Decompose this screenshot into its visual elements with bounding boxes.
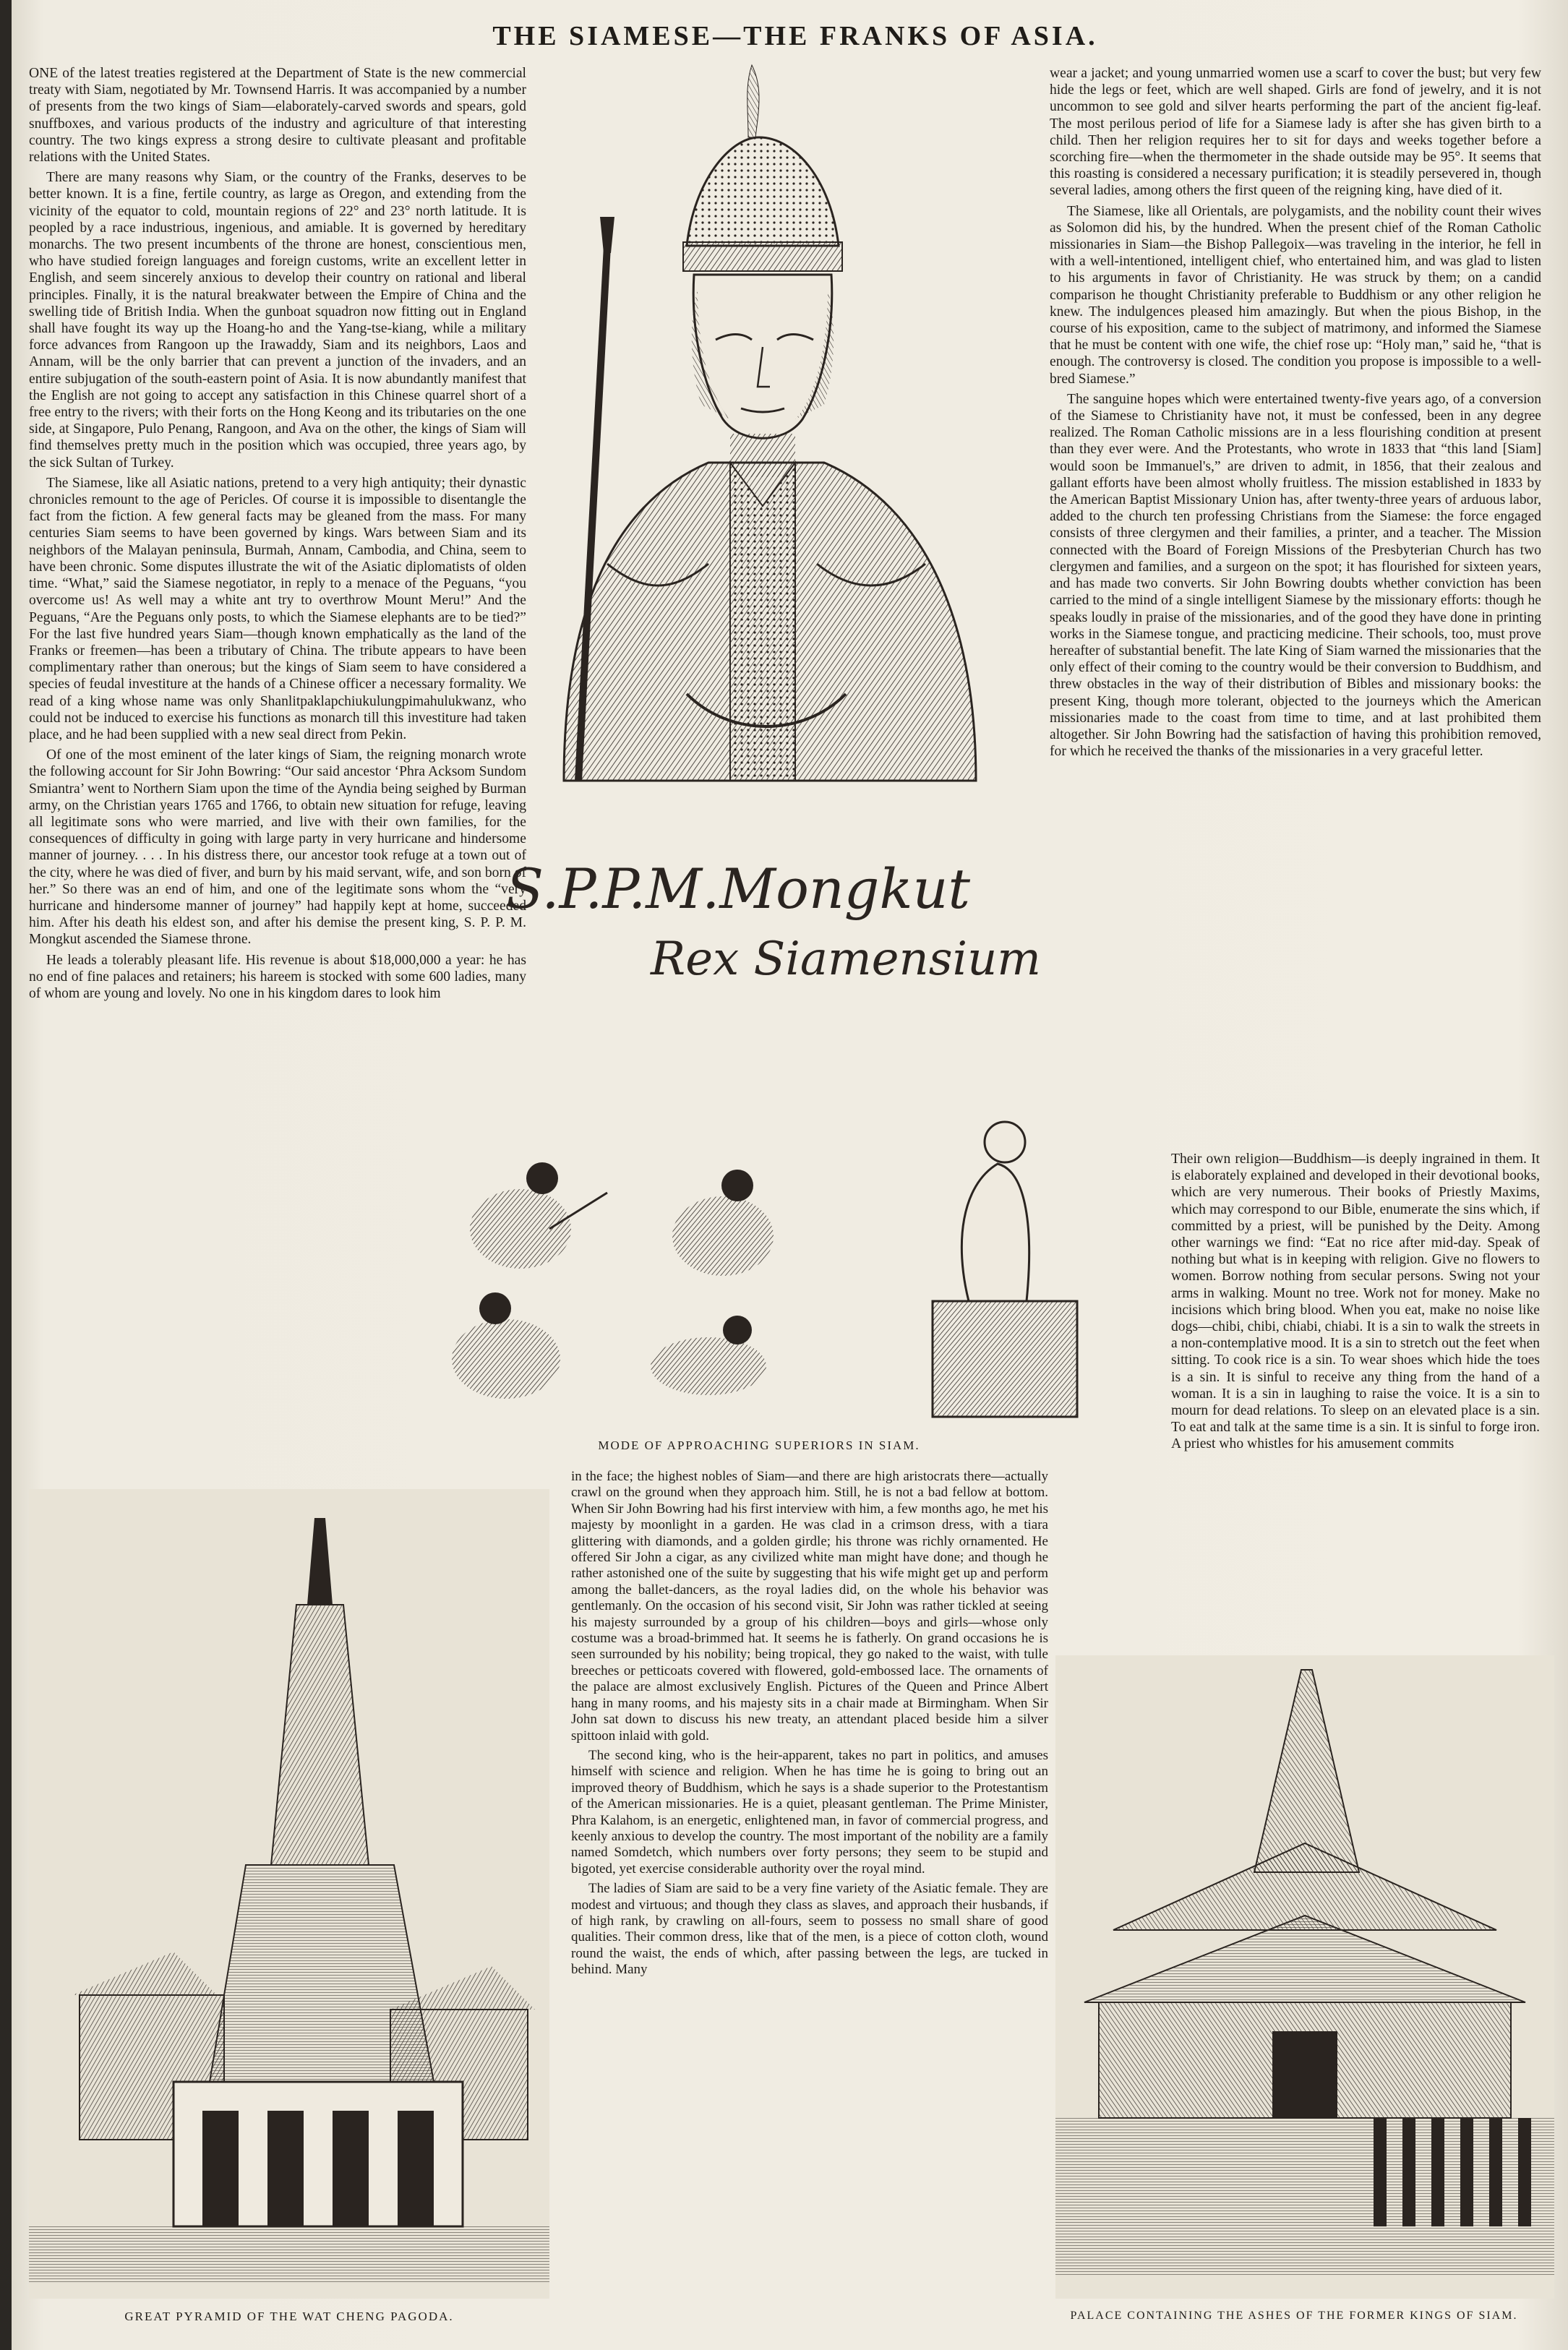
article-paragraph: Their own religion—Buddhism—is deeply ingrained in them. It is elaborately explained and developed in their devotional books, which are very numerous. Their books of Priestly Maxims, which may correspond to our Bible, enumerate the sins which, if committed by a priest, will be punished by the Deity. Among other warnings we find: “Eat no rice after mid-day. Speak of nothing but what is in keeping with religion. Give no flowers to women. Borrow nothing from secular persons. Swing not your arms in walking. Mount no tree. Work not for money. Make no incisions which bring blood. When you eat, make no noise like dogs—chibi, chibi, chiabi, chiabi. It is a sin to walk the streets in a non-contemplative mood. It is a sin to stretch out the feet when sitting. To cook rice is a sin. To wear shoes which hide the toes is a sin. It is sinful to receive any thing from the hand of a woman. It is a sin in laughing to raise the voice. It is a sin to mourn for dead relations. To sleep on an elevated place is a sin. To eat and talk at the same time is a sin. It is sinful to forge iron. A priest who whistles for his amusement commits	[1171, 1152, 1540, 1452]
article-paragraph: The Siamese, like all Asiatic nations, pretend to a very high antiquity; their dynastic chronicles remount to the age of Pericles. Of course it is impossible to disentangle the fact from the fiction. A few general facts may be gleaned from the mass. For many centuries Siam seems to have been governed by kings. Wars between Siam and its neighbors of the Malayan peninsula, Burmah, Annam, Cambodia, and China, seem to have been chronic. Some disputes illustrate the wit of the Asiatic diplomatists of olden time. “What,” said the Siamese negotiator, in reply to a menace of the Peguans, “you overcome us! As well may a white ant try to overthrow Mount Meru!” And the Peguans, “Are the Peguans only posts, to which the Siamese elephants are to be tied?” For the last five hundred years Siam—though known emphatically as the land of the Franks or freemen—has been a tributary of China. The tribute appears to have been complimentary rather than onerous; but the kings of Siam seem to have considered a species of feudal investiture at the hands of a Chinese officer a necessary formality. We read of a king whose name was only Shanlitpaklapchiukulungpimahulukwanz, who could not be induced to exercise his functions as monarch till this investiture had taken place, and he had been supplied with a new seal direct from Pekin.	[29, 475, 526, 742]
approaching-superiors-illustration	[376, 1084, 1121, 1431]
article-paragraph: There are many reasons why Siam, or the country of the Franks, deserves to be better known. It is a fine, fertile country, as large as Oregon, and extending from the vicinity of the equator to cold, mountain regions of 22° and 23° north latitude. It is peopled by a race industrious, ingenious, and amiable. It is governed by hereditary monarchs. The two present incumbents of the throne are honest, conscientious men, who have studied foreign languages and foreign customs, write an excellent letter in English, and seem sincerely anxious to develop their country on rational and liberal principles. Finally, it is the natural breakwater between the Empire of China and the swelling tide of British India. When the gunboat squadron now fitting out in England shall have fought its way up the Hoang-ho and the Yang-tse-kiang, while a military force advances from Rangoon up the Irawaddy, Siam and its neighbors, Laos and Annam, will be the only barrier that can prevent a junction of the invaders, and an entire subjugation of the south-eastern point of Asia. It is now abundantly manifest that the English are not going to accept any satisfaction in this Chinese quarrel short of a free entry to the rivers; with their forts on the Hong Keong and its tributaries on the one side, at Singapore, Pulo Penang, Rangoon, and Ava on the other, the kings of Siam will find themselves pretty much in the position which was occupied, three years ago, by the sick Sultan of Turkey.	[29, 170, 526, 471]
king-portrait-illustration	[499, 58, 1041, 839]
royal-signature-line1: S.P.P.M.Mongkut	[506, 857, 970, 921]
article-paragraph: The Siamese, like all Orientals, are polygamists, and the nobility count their wives as Solomon did his, by the hundred. When the present chief of the Roman Catholic missionaries in Siam—the Bishop Pallegoix—was traveling in the interior, he fell in with a well-intentioned, intelligent chief, who entertained him, and was glad to listen to his arguments in favor of Christianity. He was struck by them; on a candid comparison he thought Christianity preferable to Buddhism or any other religion he knew. The indulgences pleased him amazingly. But when the pious Bishop, in the course of his exposition, came to the subject of matrimony, and informed the Siamese that he must be content with one wife, the chief rose up: “Holy man,” said he, “that is enough. The controversy is closed. The condition you propose is impossible to a well-bred Siamese.”	[1050, 203, 1541, 387]
article-column-center	[571, 1469, 1048, 2336]
royal-signature-line2: Rex Siamensium	[651, 932, 1041, 986]
caption-superiors: MODE OF APPROACHING SUPERIORS IN SIAM.	[598, 1438, 920, 1452]
palace-engraving	[1055, 1655, 1554, 2299]
palace-illustration	[1055, 1655, 1554, 2299]
article-paragraph: wear a jacket; and young unmarried women use a scarf to cover the bust; but very few hide the legs or feet, which are well shaped. Girls are fond of jewelry, and it is not uncommon to see gold and silver hearts performing the part of the ancient fig-leaf. The most perilous period of life for a Siamese lady is after she has given birth to a child. Then her religion requires her to sit for days and weeks together before a scorching fire—when the thermometer in the shade outside may be 95°. It seems that this roasting is considered a necessary purification; it is steadily persevered in, though several ladies, among others the first queen of the reigning king, have died of it.	[1050, 66, 1541, 199]
article-paragraph: ONE of the latest treaties registered at the Department of State is the new commercial treaty with Siam, negotiated by Mr. Townsend Harris. It was accompanied by a number of presents from the two kings of Siam—elaborately-carved swords and spears, gold snuffboxes, and various products of the industry and agriculture of that interesting country. The two kings express a strong desire to cultivate pleasant and profitable relations with the United States.	[29, 66, 526, 166]
article-paragraph: The sanguine hopes which were entertained twenty-five years ago, of a conversion of the Siamese to Christianity have not, it must be confessed, been in any degree realized. The Roman Catholic missions are in a less flourishing condition at present than they ever were. And the Protestants, who wrote in 1833 that “this land [Siam] would soon be Immanuel's,” are driven to admit, in 1856, that their zealous and gallant efforts have been almost wholly fruitless. The mission established in 1833 by the American Baptist Missionary Union has, after twenty-three years of arduous labor, added to the church ten professing Christians from the Siamese: the force engaged consists of three clergymen and their families, a printer, and a teacher. The Mission connected with the Board of Foreign Missions of the Presbyterian Church has two clergymen and families, and a surgeon on the spot; it has flourished for sixteen years, and has made two converts. Sir John Bowring doubts whether conviction has been carried to the mind of a single intelligent Siamese by the missionary efforts: though he speaks loudly in praise of the missionaries, and of the good they have done in printing works in the Siamese tongue, and practicing medicine. Their schools, too, must prove hereafter of substantial benefit. The late King of Siam warned the missionaries that the only effect of their coming to the country would be their conversion to Buddhism, and threw obstacles in the way of their distribution of Bibles and missionary books: the present King, though more tolerant, objected to the journeys which the American missionaries made to the coast from time to time, and at last prohibited them altogether. Sir John Bowring had the satisfaction of having this prohibition removed, for which he received the thanks of the missionaries in a very graceful letter.	[1050, 391, 1541, 760]
article-paragraph: The second king, who is the heir-apparent, takes no part in politics, and amuses himself with science and religion. When he has time he is going to bring out an improved theory of Buddhism, which he says is a shade superior to the Protestantism of the American missionaries. He is a quiet, pleasant gentleman. The Prime Minister, Phra Kalahom, is an energetic, enlightened man, in favor of commercial progress, and keenly anxious to develop the country. The most important of the nobility are a family named Somdetch, which numbers over forty persons; they seem to be stupid and bigoted, yet exercise considerable authority over the royal mind.	[571, 1747, 1048, 1877]
article-paragraph: He leads a tolerably pleasant life. His revenue is about $18,000,000 a year: he has no end of fine palaces and retainers; his hareem is stocked with some 600 ladies, many of whom are young and lovely. No one in his kingdom dares to look him	[29, 952, 526, 1001]
article-paragraph: Of one of the most eminent of the later kings of Siam, the reigning monarch wrote the following account for Sir John Bowring: “Our said ancestor ‘Phra Acksom Sundom Smiantra’ went to Northern Siam upon the time of the Ayndia being seighed by Burman army, on the Christian years 1765 and 1766, to obtain new situation for refuge, leaving all legitimate sons who were married, and live with their own families, for the consequences of difficulty in going with large party in very hurricane and hindersome manner of journey. . . . In his distress there, our ancestor took refuge at a town out of the city, where he was died of fiver, and burn by his maid servant, wife, and son born of her.” So there was an end of him, and one of the legitimate sons whom the “very hurricane and hindersome manner of journey” had happily kept at home, succeeded him. After his death his eldest son, and after his demise the present king, S. P. P. M. Mongkut ascended the Siamese throne.	[29, 747, 526, 948]
article-paragraph: in the face; the highest nobles of Siam—and there are high aristocrats there—actually crawl on the ground when they approach him. Still, he is not a bad fellow at bottom. When Sir John Bowring had his first interview with him, a few months ago, he met his majesty by moonlight in a garden. He was clad in a crimson dress, with a tiara glittering with diamonds, and a golden girdle; his throne was richly ornamented. He offered Sir John a cigar, as any civilized white man might have done; and though he rather astonished one of the suite by suggesting that his wife might get up and perform among the ballet-dancers, as the royal ladies did, on the whole his behavior was gentlemanly. On the occasion of his second visit, Sir John was rather tickled at seeing his majesty surrounded by a group of his children—boys and girls—whose only costume was a broad-brimmed hat. It seems he is fatherly. On grand occasions he is seen surrounded by his nobility; being tropical, they go naked to the waist, with tulle breeches or petticoats covered with flowered, gold-embossed lace. The ornaments of the palace are almost exclusively English. Pictures of the Queen and Prince Albert hang in many rooms, and his majesty sits in a chair made at Birmingham. When Sir John sat down to discuss his new treaty, an attendant placed beside him a silver spittoon inlaid with gold.	[571, 1469, 1048, 1744]
pagoda-illustration	[29, 1489, 549, 2299]
king-portrait-engraving	[499, 58, 1041, 839]
caption-palace: PALACE CONTAINING THE ASHES OF THE FORMER KINGS OF SIAM.	[1070, 2310, 1518, 2322]
article-column-right-narrow	[1171, 1151, 1540, 1454]
approaching-superiors-engraving	[376, 1084, 1121, 1431]
article-paragraph: The ladies of Siam are said to be a very fine variety of the Asiatic female. They are modest and virtuous; and though they class as slaves, and approach their husbands, if of high rank, by crawling on all-fours, seem to possess no small share of good qualities. Their common dress, like that of the men, is a piece of cotton cloth, wound round the waist, the ends of which, after passing between the legs, are tucked in behind. Many	[571, 1881, 1048, 1978]
caption-pagoda: GREAT PYRAMID OF THE WAT CHENG PAGODA.	[124, 2310, 454, 2323]
binding-edge	[0, 0, 12, 2350]
article-column-right	[1050, 65, 1541, 1149]
pagoda-engraving	[29, 1489, 549, 2299]
page-header: THE SIAMESE—THE FRANKS OF ASIA.	[492, 21, 1098, 51]
